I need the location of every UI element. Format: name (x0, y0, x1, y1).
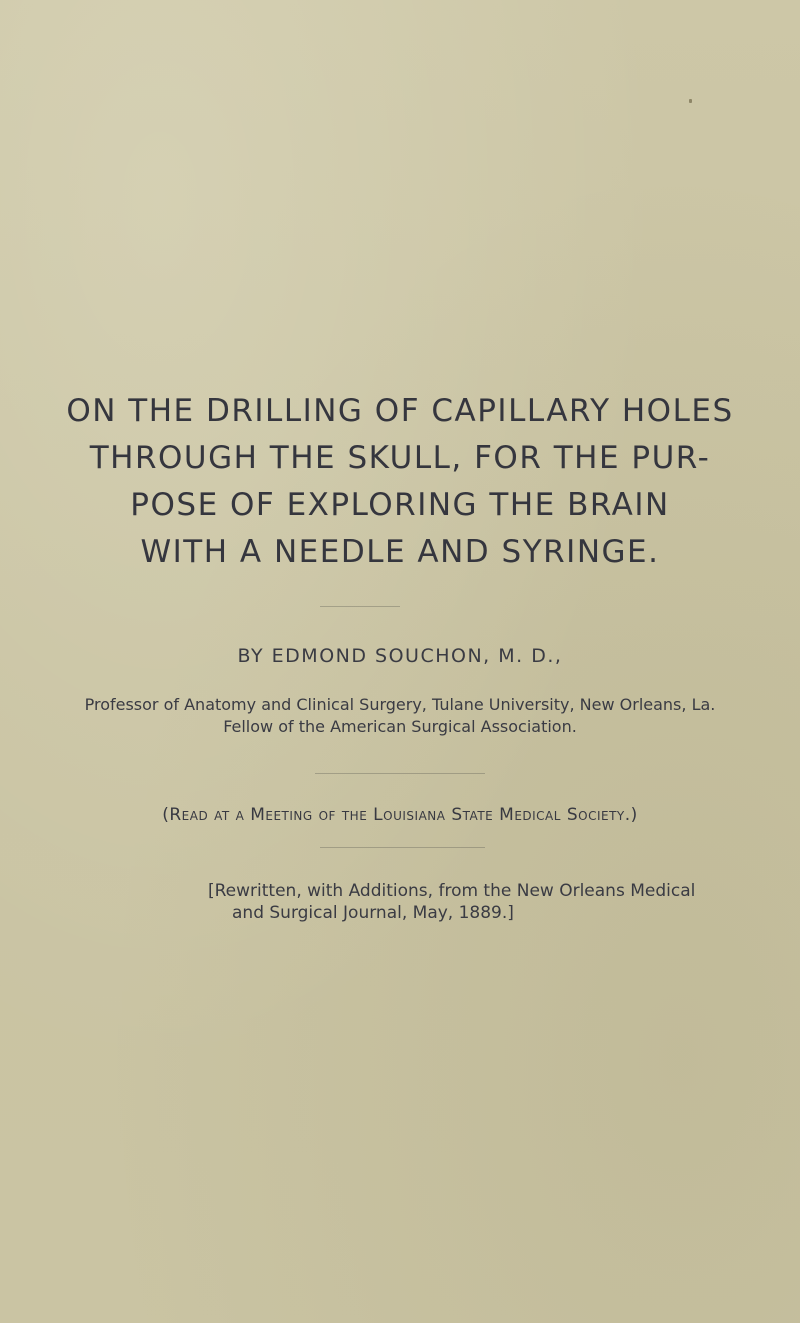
title-line-4: WITH A NEEDLE AND SYRINGE. (140, 534, 660, 570)
affiliation-line-2: Fellow of the American Surgical Association. (223, 717, 577, 736)
title-line-3: POSE OF EXPLORING THE BRAIN (130, 487, 670, 523)
rewritten-line-2: and Surgical Journal, May, 1889.] (232, 903, 514, 923)
title-line-1: ON THE DRILLING OF CAPILLARY HOLES (66, 393, 734, 429)
title-line-2: THROUGH THE SKULL, FOR THE PUR- (89, 440, 711, 476)
document-title (0, 388, 800, 576)
read-at-meeting-note: (Read at a Meeting of the Louisiana State Medical Society.) (162, 805, 638, 825)
paper-speck (689, 99, 692, 103)
affiliation-line-1: Professor of Anatomy and Clinical Surgery, Tulane University, New Orleans, La. (84, 695, 716, 714)
rewritten-line-1: [Rewritten, with Additions, from the New Orleans Medical (208, 881, 696, 901)
author-affiliation (0, 694, 800, 738)
author-byline: BY EDMOND SOUCHON, M. D., (237, 645, 563, 667)
rewritten-note (0, 880, 800, 924)
divider-rule (320, 847, 485, 848)
divider-rule (320, 606, 400, 607)
divider-rule (315, 773, 485, 774)
